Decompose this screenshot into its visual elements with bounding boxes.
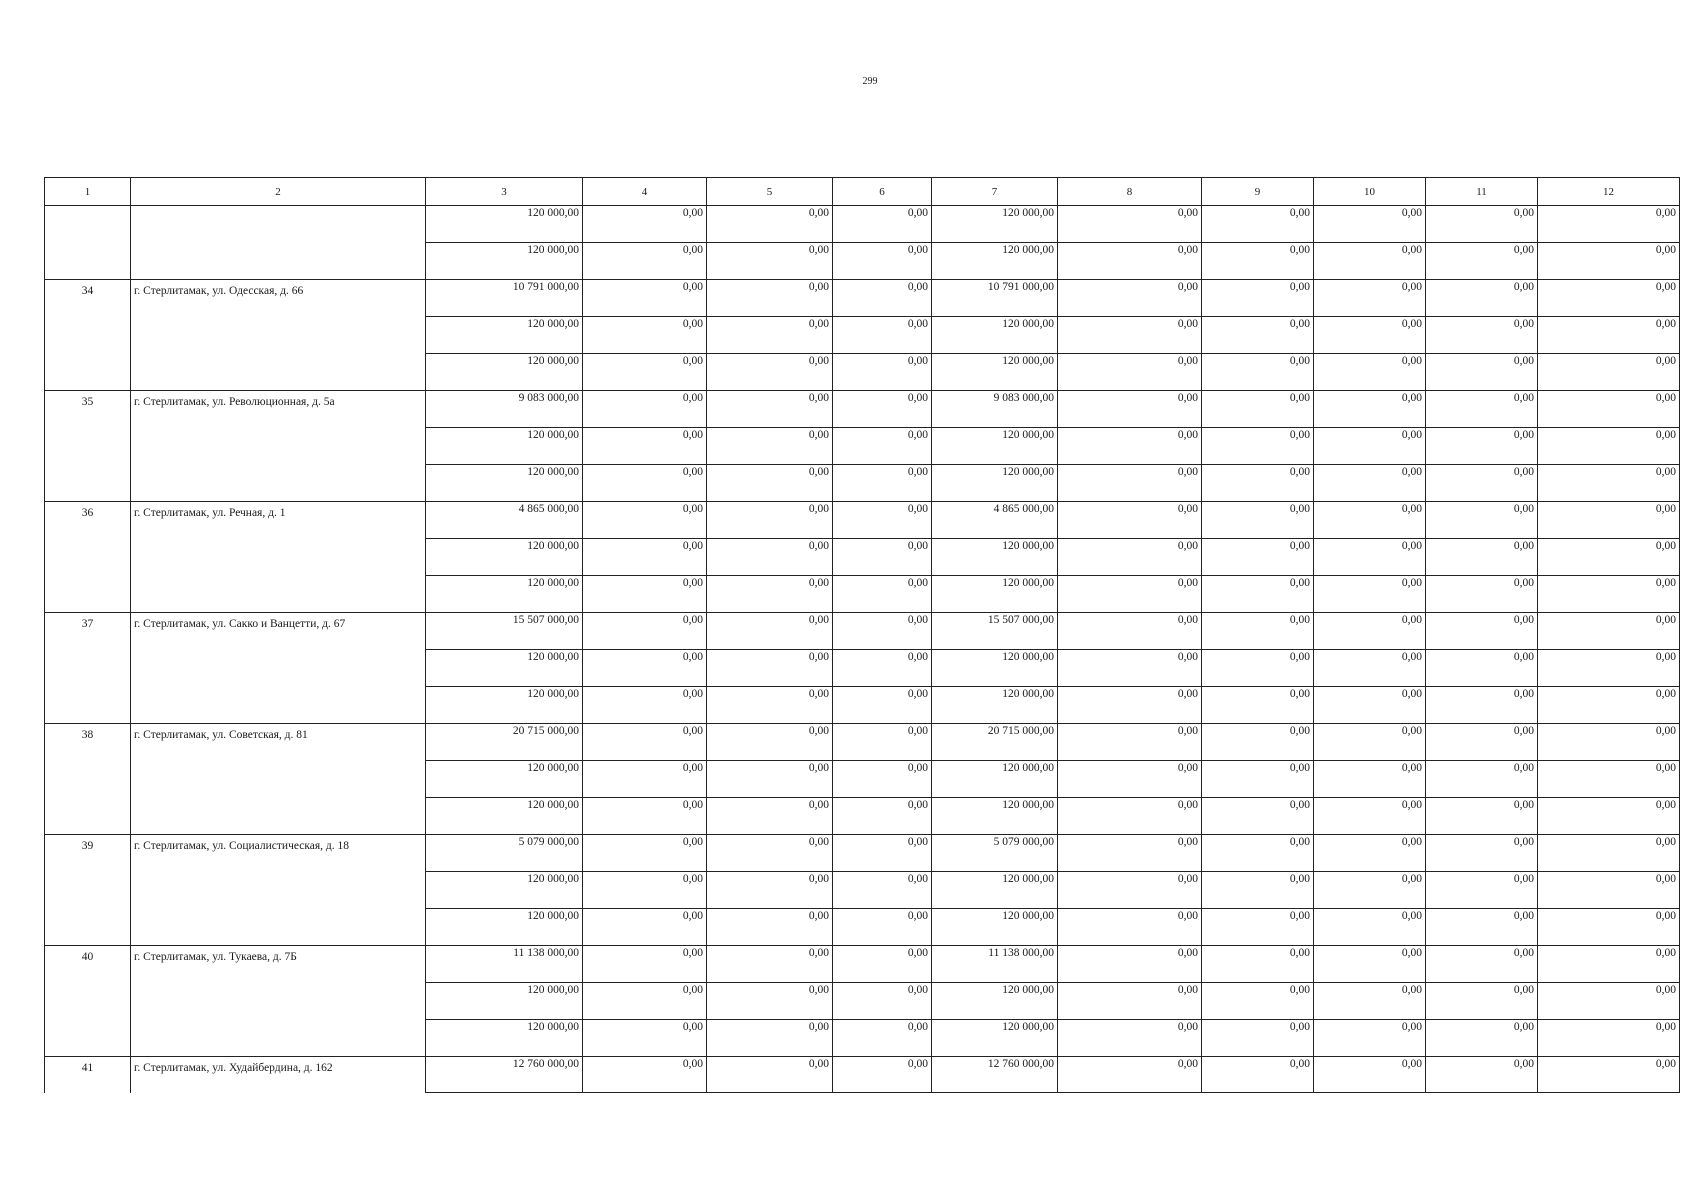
amount-col-7: 20 715 000,00 (932, 724, 1058, 761)
amount-col-3: 120 000,00 (426, 798, 583, 835)
header-col-12: 12 (1538, 178, 1680, 206)
amount-col-3: 120 000,00 (426, 243, 583, 280)
amount-col-9: 0,00 (1202, 502, 1314, 539)
object-address: г. Стерлитамак, ул. Тукаева, д. 7Б (131, 946, 426, 1057)
amount-col-11: 0,00 (1426, 465, 1538, 502)
amount-col-6: 0,00 (833, 909, 932, 946)
amount-col-12: 0,00 (1538, 354, 1680, 391)
amount-col-5: 0,00 (707, 391, 833, 428)
object-number: 37 (45, 613, 131, 724)
object-address: г. Стерлитамак, ул. Советская, д. 81 (131, 724, 426, 835)
amount-col-9: 0,00 (1202, 243, 1314, 280)
object-number: 36 (45, 502, 131, 613)
amount-col-4: 0,00 (583, 428, 707, 465)
amount-col-7: 120 000,00 (932, 576, 1058, 613)
amount-col-10: 0,00 (1314, 650, 1426, 687)
amount-col-3: 12 760 000,00 (426, 1057, 583, 1093)
amount-col-3: 120 000,00 (426, 539, 583, 576)
amount-col-12: 0,00 (1538, 909, 1680, 946)
amount-col-12: 0,00 (1538, 502, 1680, 539)
amount-col-3: 120 000,00 (426, 909, 583, 946)
header-col-6: 6 (833, 178, 932, 206)
amount-col-3: 120 000,00 (426, 465, 583, 502)
amount-col-9: 0,00 (1202, 1057, 1314, 1093)
amount-col-10: 0,00 (1314, 465, 1426, 502)
table-row (45, 502, 1680, 539)
amount-col-5: 0,00 (707, 835, 833, 872)
amount-col-8: 0,00 (1058, 206, 1202, 243)
amount-col-8: 0,00 (1058, 428, 1202, 465)
amount-col-8: 0,00 (1058, 983, 1202, 1020)
amount-col-10: 0,00 (1314, 317, 1426, 354)
amount-col-6: 0,00 (833, 465, 932, 502)
amount-col-4: 0,00 (583, 946, 707, 983)
amount-col-11: 0,00 (1426, 428, 1538, 465)
amount-col-9: 0,00 (1202, 724, 1314, 761)
amount-col-9: 0,00 (1202, 798, 1314, 835)
amount-col-5: 0,00 (707, 650, 833, 687)
amount-col-11: 0,00 (1426, 909, 1538, 946)
amount-col-6: 0,00 (833, 798, 932, 835)
table-row (45, 280, 1680, 317)
amount-col-9: 0,00 (1202, 946, 1314, 983)
table-row (45, 1057, 1680, 1093)
object-address: г. Стерлитамак, ул. Сакко и Ванцетти, д. 67 (131, 613, 426, 724)
amount-col-4: 0,00 (583, 391, 707, 428)
table-row (45, 835, 1680, 872)
amount-col-9: 0,00 (1202, 465, 1314, 502)
amount-col-10: 0,00 (1314, 983, 1426, 1020)
amount-col-4: 0,00 (583, 502, 707, 539)
amount-col-12: 0,00 (1538, 650, 1680, 687)
header-col-5: 5 (707, 178, 833, 206)
amount-col-4: 0,00 (583, 354, 707, 391)
amount-col-12: 0,00 (1538, 983, 1680, 1020)
amount-col-6: 0,00 (833, 428, 932, 465)
amount-col-10: 0,00 (1314, 1020, 1426, 1057)
amount-col-3: 120 000,00 (426, 428, 583, 465)
amount-col-11: 0,00 (1426, 576, 1538, 613)
amount-col-7: 11 138 000,00 (932, 946, 1058, 983)
amount-col-4: 0,00 (583, 724, 707, 761)
amount-col-5: 0,00 (707, 539, 833, 576)
amount-col-10: 0,00 (1314, 724, 1426, 761)
amount-col-7: 120 000,00 (932, 650, 1058, 687)
amount-col-8: 0,00 (1058, 354, 1202, 391)
amount-col-11: 0,00 (1426, 872, 1538, 909)
amount-col-6: 0,00 (833, 502, 932, 539)
amount-col-6: 0,00 (833, 317, 932, 354)
object-address: г. Стерлитамак, ул. Речная, д. 1 (131, 502, 426, 613)
amount-col-4: 0,00 (583, 835, 707, 872)
amount-col-7: 4 865 000,00 (932, 502, 1058, 539)
amount-col-7: 120 000,00 (932, 983, 1058, 1020)
amount-col-3: 120 000,00 (426, 354, 583, 391)
amount-col-4: 0,00 (583, 465, 707, 502)
table-row (45, 946, 1680, 983)
amount-col-9: 0,00 (1202, 909, 1314, 946)
amount-col-3: 120 000,00 (426, 872, 583, 909)
amount-col-8: 0,00 (1058, 650, 1202, 687)
object-address: г. Стерлитамак, ул. Худайбердина, д. 162 (131, 1057, 426, 1093)
amount-col-9: 0,00 (1202, 206, 1314, 243)
object-address: г. Стерлитамак, ул. Одесская, д. 66 (131, 280, 426, 391)
amount-col-12: 0,00 (1538, 835, 1680, 872)
amount-col-7: 120 000,00 (932, 465, 1058, 502)
amount-col-4: 0,00 (583, 983, 707, 1020)
amount-col-12: 0,00 (1538, 872, 1680, 909)
amount-col-10: 0,00 (1314, 909, 1426, 946)
amount-col-7: 12 760 000,00 (932, 1057, 1058, 1093)
amount-col-4: 0,00 (583, 1020, 707, 1057)
header-col-10: 10 (1314, 178, 1426, 206)
amount-col-11: 0,00 (1426, 502, 1538, 539)
object-number: 40 (45, 946, 131, 1057)
header-col-7: 7 (932, 178, 1058, 206)
amount-col-11: 0,00 (1426, 391, 1538, 428)
object-number (45, 206, 131, 280)
amount-col-10: 0,00 (1314, 428, 1426, 465)
amount-col-5: 0,00 (707, 761, 833, 798)
table-body (45, 206, 1680, 1093)
amount-col-12: 0,00 (1538, 280, 1680, 317)
amount-col-6: 0,00 (833, 539, 932, 576)
table-row (45, 391, 1680, 428)
amount-col-3: 11 138 000,00 (426, 946, 583, 983)
amount-col-11: 0,00 (1426, 206, 1538, 243)
header-col-3: 3 (426, 178, 583, 206)
amount-col-5: 0,00 (707, 983, 833, 1020)
amount-col-6: 0,00 (833, 280, 932, 317)
amount-col-8: 0,00 (1058, 687, 1202, 724)
amount-col-7: 120 000,00 (932, 909, 1058, 946)
amount-col-6: 0,00 (833, 761, 932, 798)
amount-col-11: 0,00 (1426, 354, 1538, 391)
amount-col-10: 0,00 (1314, 946, 1426, 983)
amount-col-5: 0,00 (707, 946, 833, 983)
amount-col-12: 0,00 (1538, 206, 1680, 243)
amount-col-8: 0,00 (1058, 391, 1202, 428)
header-col-11: 11 (1426, 178, 1538, 206)
amount-col-5: 0,00 (707, 724, 833, 761)
amount-col-9: 0,00 (1202, 391, 1314, 428)
amount-col-6: 0,00 (833, 724, 932, 761)
header-col-8: 8 (1058, 178, 1202, 206)
amount-col-12: 0,00 (1538, 243, 1680, 280)
amount-col-8: 0,00 (1058, 835, 1202, 872)
amount-col-4: 0,00 (583, 317, 707, 354)
amount-col-6: 0,00 (833, 354, 932, 391)
amount-col-10: 0,00 (1314, 687, 1426, 724)
amount-col-12: 0,00 (1538, 724, 1680, 761)
amount-col-7: 120 000,00 (932, 872, 1058, 909)
amount-col-11: 0,00 (1426, 687, 1538, 724)
amount-col-12: 0,00 (1538, 539, 1680, 576)
amount-col-10: 0,00 (1314, 539, 1426, 576)
amount-col-4: 0,00 (583, 687, 707, 724)
amount-col-12: 0,00 (1538, 946, 1680, 983)
amount-col-7: 120 000,00 (932, 687, 1058, 724)
amount-col-10: 0,00 (1314, 1057, 1426, 1093)
object-number: 38 (45, 724, 131, 835)
amount-col-12: 0,00 (1538, 428, 1680, 465)
object-number: 39 (45, 835, 131, 946)
amount-col-7: 120 000,00 (932, 317, 1058, 354)
amount-col-8: 0,00 (1058, 724, 1202, 761)
header-col-9: 9 (1202, 178, 1314, 206)
table-row (45, 724, 1680, 761)
amount-col-4: 0,00 (583, 613, 707, 650)
amount-col-5: 0,00 (707, 243, 833, 280)
amount-col-6: 0,00 (833, 391, 932, 428)
amount-col-3: 15 507 000,00 (426, 613, 583, 650)
amount-col-12: 0,00 (1538, 317, 1680, 354)
amount-col-8: 0,00 (1058, 1020, 1202, 1057)
amount-col-11: 0,00 (1426, 835, 1538, 872)
amount-col-12: 0,00 (1538, 687, 1680, 724)
amount-col-11: 0,00 (1426, 761, 1538, 798)
amount-col-11: 0,00 (1426, 1057, 1538, 1093)
amount-col-5: 0,00 (707, 280, 833, 317)
amount-col-12: 0,00 (1538, 391, 1680, 428)
page-number: 299 (862, 76, 878, 87)
budget-table (44, 177, 1680, 1093)
amount-col-8: 0,00 (1058, 1057, 1202, 1093)
amount-col-5: 0,00 (707, 872, 833, 909)
amount-col-12: 0,00 (1538, 798, 1680, 835)
amount-col-6: 0,00 (833, 1020, 932, 1057)
amount-col-5: 0,00 (707, 576, 833, 613)
amount-col-3: 120 000,00 (426, 206, 583, 243)
amount-col-5: 0,00 (707, 687, 833, 724)
amount-col-6: 0,00 (833, 576, 932, 613)
amount-col-10: 0,00 (1314, 280, 1426, 317)
amount-col-8: 0,00 (1058, 465, 1202, 502)
amount-col-3: 120 000,00 (426, 650, 583, 687)
amount-col-9: 0,00 (1202, 835, 1314, 872)
amount-col-5: 0,00 (707, 798, 833, 835)
amount-col-12: 0,00 (1538, 613, 1680, 650)
amount-col-9: 0,00 (1202, 761, 1314, 798)
table-row (45, 206, 1680, 243)
amount-col-6: 0,00 (833, 983, 932, 1020)
amount-col-12: 0,00 (1538, 1020, 1680, 1057)
amount-col-7: 120 000,00 (932, 243, 1058, 280)
amount-col-8: 0,00 (1058, 946, 1202, 983)
amount-col-10: 0,00 (1314, 613, 1426, 650)
amount-col-3: 5 079 000,00 (426, 835, 583, 872)
amount-col-9: 0,00 (1202, 1020, 1314, 1057)
object-number: 41 (45, 1057, 131, 1093)
amount-col-5: 0,00 (707, 502, 833, 539)
amount-col-12: 0,00 (1538, 465, 1680, 502)
amount-col-8: 0,00 (1058, 539, 1202, 576)
amount-col-11: 0,00 (1426, 280, 1538, 317)
amount-col-7: 10 791 000,00 (932, 280, 1058, 317)
amount-col-9: 0,00 (1202, 872, 1314, 909)
amount-col-10: 0,00 (1314, 354, 1426, 391)
amount-col-7: 120 000,00 (932, 798, 1058, 835)
amount-col-9: 0,00 (1202, 613, 1314, 650)
amount-col-4: 0,00 (583, 539, 707, 576)
amount-col-8: 0,00 (1058, 576, 1202, 613)
amount-col-6: 0,00 (833, 243, 932, 280)
amount-col-4: 0,00 (583, 243, 707, 280)
header-col-2: 2 (131, 178, 426, 206)
amount-col-7: 5 079 000,00 (932, 835, 1058, 872)
amount-col-8: 0,00 (1058, 761, 1202, 798)
amount-col-11: 0,00 (1426, 798, 1538, 835)
amount-col-4: 0,00 (583, 761, 707, 798)
amount-col-7: 15 507 000,00 (932, 613, 1058, 650)
amount-col-6: 0,00 (833, 613, 932, 650)
amount-col-8: 0,00 (1058, 280, 1202, 317)
amount-col-11: 0,00 (1426, 317, 1538, 354)
object-number: 34 (45, 280, 131, 391)
amount-col-11: 0,00 (1426, 983, 1538, 1020)
amount-col-5: 0,00 (707, 354, 833, 391)
amount-col-6: 0,00 (833, 1057, 932, 1093)
amount-col-5: 0,00 (707, 613, 833, 650)
amount-col-9: 0,00 (1202, 983, 1314, 1020)
object-address: г. Стерлитамак, ул. Революционная, д. 5а (131, 391, 426, 502)
amount-col-11: 0,00 (1426, 946, 1538, 983)
amount-col-9: 0,00 (1202, 428, 1314, 465)
object-number: 35 (45, 391, 131, 502)
amount-col-11: 0,00 (1426, 243, 1538, 280)
amount-col-6: 0,00 (833, 946, 932, 983)
amount-col-5: 0,00 (707, 206, 833, 243)
amount-col-4: 0,00 (583, 280, 707, 317)
amount-col-11: 0,00 (1426, 613, 1538, 650)
amount-col-12: 0,00 (1538, 761, 1680, 798)
amount-col-3: 4 865 000,00 (426, 502, 583, 539)
amount-col-8: 0,00 (1058, 798, 1202, 835)
amount-col-11: 0,00 (1426, 650, 1538, 687)
amount-col-8: 0,00 (1058, 502, 1202, 539)
amount-col-8: 0,00 (1058, 872, 1202, 909)
amount-col-10: 0,00 (1314, 576, 1426, 613)
amount-col-8: 0,00 (1058, 317, 1202, 354)
amount-col-4: 0,00 (583, 576, 707, 613)
amount-col-4: 0,00 (583, 872, 707, 909)
table-row (45, 613, 1680, 650)
amount-col-4: 0,00 (583, 650, 707, 687)
amount-col-4: 0,00 (583, 909, 707, 946)
amount-col-5: 0,00 (707, 909, 833, 946)
amount-col-3: 120 000,00 (426, 761, 583, 798)
amount-col-3: 120 000,00 (426, 1020, 583, 1057)
header-col-1: 1 (45, 178, 131, 206)
amount-col-7: 120 000,00 (932, 1020, 1058, 1057)
object-address (131, 206, 426, 280)
amount-col-4: 0,00 (583, 1057, 707, 1093)
amount-col-9: 0,00 (1202, 687, 1314, 724)
amount-col-5: 0,00 (707, 317, 833, 354)
amount-col-12: 0,00 (1538, 576, 1680, 613)
amount-col-3: 9 083 000,00 (426, 391, 583, 428)
amount-col-5: 0,00 (707, 1020, 833, 1057)
amount-col-3: 120 000,00 (426, 576, 583, 613)
header-col-4: 4 (583, 178, 707, 206)
amount-col-6: 0,00 (833, 687, 932, 724)
amount-col-7: 120 000,00 (932, 354, 1058, 391)
amount-col-9: 0,00 (1202, 280, 1314, 317)
amount-col-9: 0,00 (1202, 576, 1314, 613)
amount-col-10: 0,00 (1314, 835, 1426, 872)
amount-col-12: 0,00 (1538, 1057, 1680, 1093)
amount-col-9: 0,00 (1202, 354, 1314, 391)
amount-col-9: 0,00 (1202, 650, 1314, 687)
amount-col-8: 0,00 (1058, 909, 1202, 946)
amount-col-6: 0,00 (833, 872, 932, 909)
amount-col-10: 0,00 (1314, 243, 1426, 280)
amount-col-11: 0,00 (1426, 1020, 1538, 1057)
amount-col-10: 0,00 (1314, 872, 1426, 909)
amount-col-7: 120 000,00 (932, 428, 1058, 465)
amount-col-5: 0,00 (707, 428, 833, 465)
amount-col-3: 120 000,00 (426, 317, 583, 354)
amount-col-8: 0,00 (1058, 613, 1202, 650)
amount-col-10: 0,00 (1314, 206, 1426, 243)
amount-col-8: 0,00 (1058, 243, 1202, 280)
amount-col-4: 0,00 (583, 206, 707, 243)
amount-col-6: 0,00 (833, 835, 932, 872)
amount-col-3: 10 791 000,00 (426, 280, 583, 317)
amount-col-5: 0,00 (707, 1057, 833, 1093)
amount-col-3: 20 715 000,00 (426, 724, 583, 761)
column-number-header (45, 178, 1680, 206)
amount-col-5: 0,00 (707, 465, 833, 502)
amount-col-7: 120 000,00 (932, 761, 1058, 798)
amount-col-7: 120 000,00 (932, 206, 1058, 243)
amount-col-4: 0,00 (583, 798, 707, 835)
amount-col-7: 9 083 000,00 (932, 391, 1058, 428)
amount-col-10: 0,00 (1314, 391, 1426, 428)
amount-col-7: 120 000,00 (932, 539, 1058, 576)
amount-col-10: 0,00 (1314, 798, 1426, 835)
amount-col-6: 0,00 (833, 206, 932, 243)
amount-col-11: 0,00 (1426, 724, 1538, 761)
amount-col-9: 0,00 (1202, 317, 1314, 354)
amount-col-3: 120 000,00 (426, 983, 583, 1020)
object-address: г. Стерлитамак, ул. Социалистическая, д. 18 (131, 835, 426, 946)
amount-col-6: 0,00 (833, 650, 932, 687)
amount-col-3: 120 000,00 (426, 687, 583, 724)
amount-col-9: 0,00 (1202, 539, 1314, 576)
amount-col-11: 0,00 (1426, 539, 1538, 576)
amount-col-10: 0,00 (1314, 761, 1426, 798)
amount-col-10: 0,00 (1314, 502, 1426, 539)
